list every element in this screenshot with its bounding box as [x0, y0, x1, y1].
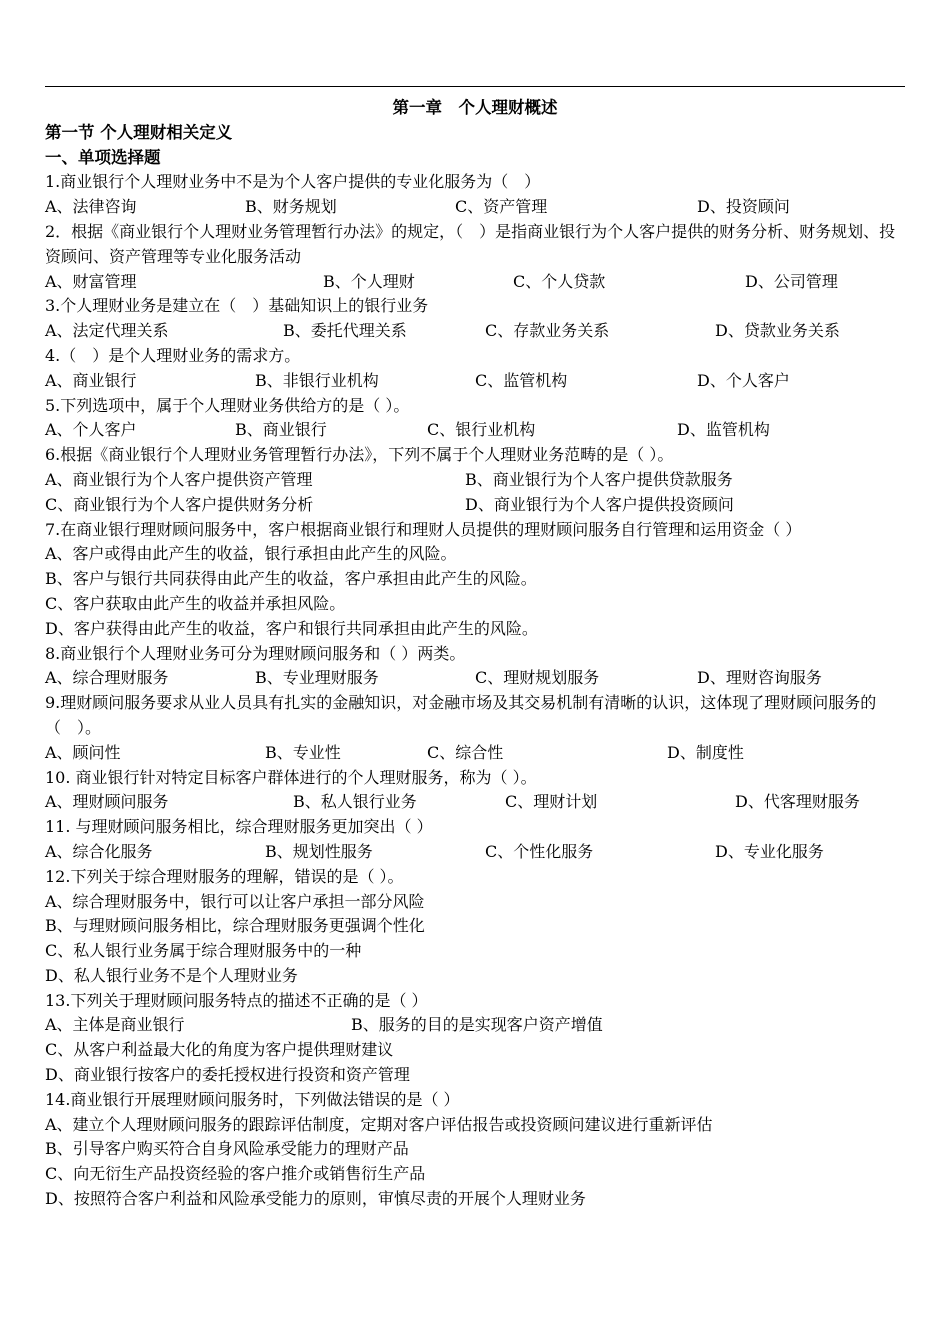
option-6b: B、商业银行为个人客户提供贷款服务: [465, 469, 733, 489]
option-12a: A、综合理财服务中，银行可以让客户承担一部分风险: [45, 891, 425, 911]
question-4: 4.（ ）是个人理财业务的需求方。: [45, 345, 301, 365]
option-3d: D、贷款业务关系: [715, 321, 840, 341]
options-13-ab: [45, 1013, 905, 1038]
option-1c: C、资产管理: [455, 197, 548, 217]
option-5d: D、监管机构: [677, 420, 770, 440]
option-13a: A、主体是商业银行: [45, 1015, 185, 1035]
option-10b: B、私人银行业务: [293, 792, 417, 812]
option-3a: A、法定代理关系: [45, 321, 169, 341]
option-14c: C、向无衍生产品投资经验的客户推介或销售衍生产品: [45, 1164, 426, 1184]
option-11b: B、规划性服务: [265, 841, 373, 861]
question-10: 10. 商业银行针对特定目标客户群体进行的个人理财服务，称为（ ）。: [45, 767, 537, 787]
question-7: 7.在商业银行理财顾问服务中，客户根据商业银行和理财人员提供的理财顾问服务自行管理和运用资金（ ）: [45, 519, 802, 539]
option-2a: A、财富管理: [45, 271, 137, 291]
option-9c: C、综合性: [427, 742, 504, 762]
option-13b: B、服务的目的是实现客户资产增值: [351, 1015, 603, 1035]
options-1: [45, 195, 905, 220]
option-1a: A、法律咨询: [45, 197, 137, 217]
option-14b: B、引导客户购买符合自身风险承受能力的理财产品: [45, 1139, 409, 1159]
option-6d: D、商业银行为个人客户提供投资顾问: [465, 494, 734, 514]
question-6: 6.根据《商业银行个人理财业务管理暂行办法》，下列不属于个人理财业务范畴的是（ ）。: [45, 445, 674, 465]
option-5b: B、商业银行: [235, 420, 327, 440]
section-title: 第一节 个人理财相关定义: [45, 122, 233, 142]
option-7d: D、客户获得由此产生的收益，客户和银行共同承担由此产生的风险。: [45, 618, 538, 638]
option-5a: A、个人客户: [45, 420, 137, 440]
header-rule: [45, 86, 905, 87]
option-2d: D、公司管理: [745, 271, 838, 291]
options-6-cd: [45, 493, 905, 518]
question-3: 3.个人理财业务是建立在（ ）基础知识上的银行业务: [45, 296, 429, 316]
options-6-ab: [45, 468, 905, 493]
option-6c: C、商业银行为个人客户提供财务分析: [45, 494, 314, 514]
options-4: [45, 369, 905, 394]
question-8: 8.商业银行个人理财业务可分为理财顾问服务和（ ）两类。: [45, 643, 466, 663]
option-4c: C、监管机构: [475, 370, 568, 390]
option-7a: A、客户或得由此产生的收益，银行承担由此产生的风险。: [45, 544, 457, 564]
question-2: 2．根据《商业银行个人理财业务管理暂行办法》的规定，（ ）是指商业银行为个人客户提供的财务分析、财务规划、投资顾问、资产管理等专业化服务活动: [45, 221, 896, 266]
option-14a: A、建立个人理财顾问服务的跟踪评估制度，定期对客户评估报告或投资顾问建议进行重新评估: [45, 1114, 713, 1134]
question-1: 1.商业银行个人理财业务中不是为个人客户提供的专业化服务为（ ）: [45, 172, 541, 192]
option-4b: B、非银行业机构: [255, 370, 379, 390]
option-9a: A、顾问性: [45, 742, 121, 762]
option-12c: C、私人银行业务属于综合理财服务中的一种: [45, 941, 362, 961]
option-2c: C、个人贷款: [513, 271, 606, 291]
option-10d: D、代客理财服务: [735, 792, 860, 812]
option-5c: C、银行业机构: [427, 420, 536, 440]
options-2: [45, 270, 905, 295]
option-9b: B、专业性: [265, 742, 341, 762]
question-11: 11. 与理财顾问服务相比，综合理财服务更加突出（ ）: [45, 817, 433, 837]
option-8b: B、专业理财服务: [255, 668, 379, 688]
document-body: [45, 96, 905, 1212]
options-10: [45, 790, 905, 815]
option-1b: B、财务规划: [245, 197, 337, 217]
option-11c: C、个性化服务: [485, 841, 594, 861]
options-5: [45, 418, 905, 443]
question-5: 5.下列选项中，属于个人理财业务供给方的是（ ）。: [45, 395, 410, 415]
options-3: [45, 319, 905, 344]
option-8c: C、理财规划服务: [475, 668, 600, 688]
option-12d: D、私人银行业务不是个人理财业务: [45, 965, 298, 985]
option-8d: D、理财咨询服务: [697, 668, 822, 688]
option-8a: A、综合理财服务: [45, 668, 169, 688]
option-11d: D、专业化服务: [715, 841, 824, 861]
option-3b: B、委托代理关系: [283, 321, 407, 341]
options-8: [45, 666, 905, 691]
option-2b: B、个人理财: [323, 271, 415, 291]
option-14d: D、按照符合客户利益和风险承受能力的原则，审慎尽责的开展个人理财业务: [45, 1189, 586, 1209]
option-6a: A、商业银行为个人客户提供资产管理: [45, 469, 313, 489]
question-9: 9.理财顾问服务要求从业人员具有扎实的金融知识，对金融市场及其交易机制有清晰的认识，这体现了理财顾问服务的（ ）。: [45, 693, 877, 737]
option-12b: B、与理财顾问服务相比，综合理财服务更强调个性化: [45, 916, 425, 936]
option-3c: C、存款业务关系: [485, 321, 610, 341]
chapter-title: 第一章 个人理财概述: [392, 98, 558, 117]
option-1d: D、投资顾问: [697, 197, 790, 217]
option-4d: D、个人客户: [697, 370, 790, 390]
question-14: 14.商业银行开展理财顾问服务时，下列做法错误的是（ ）: [45, 1089, 460, 1109]
option-7b: B、客户与银行共同获得由此产生的收益，客户承担由此产生的风险。: [45, 569, 537, 589]
option-11a: A、综合化服务: [45, 841, 153, 861]
option-13c: C、从客户利益最大化的角度为客户提供理财建议: [45, 1040, 394, 1060]
option-10c: C、理财计划: [505, 792, 598, 812]
option-7c: C、客户获取由此产生的收益并承担风险。: [45, 593, 346, 613]
option-13d: D、商业银行按客户的委托授权进行投资和资产管理: [45, 1065, 410, 1085]
option-9d: D、制度性: [667, 742, 744, 762]
question-12: 12.下列关于综合理财服务的理解，错误的是（ ）。: [45, 866, 404, 886]
part-title: 一、单项选择题: [45, 147, 161, 167]
option-10a: A、理财顾问服务: [45, 792, 169, 812]
option-4a: A、商业银行: [45, 370, 137, 390]
options-11: [45, 840, 905, 865]
question-13: 13.下列关于理财顾问服务特点的描述不正确的是（ ）: [45, 990, 428, 1010]
options-9: [45, 741, 905, 766]
